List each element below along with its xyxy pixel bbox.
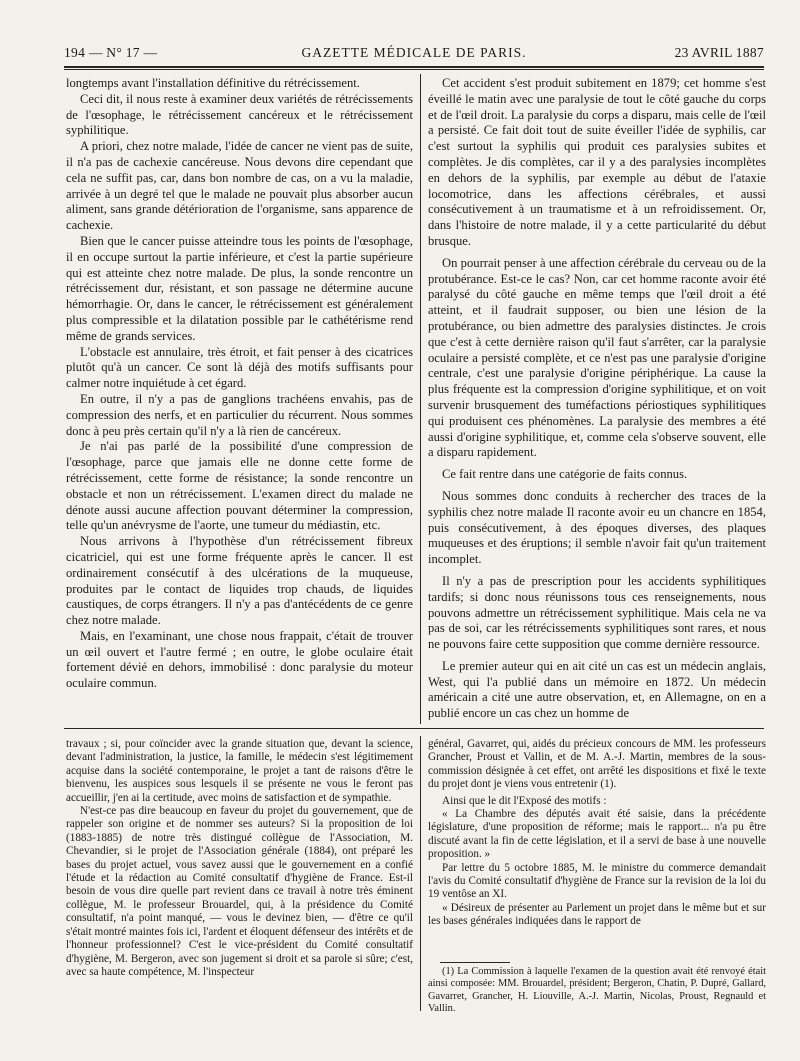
paragraph: Nous sommes donc conduits à rechercher des traces de la syphilis chez notre malade Il raconte avoir eu un chancre en 1854, puis consécutivement, à des époques diverses, des plaques muqueuses et des éruptions; il semble n'avoir fait qu'un traitement incomplet. xyxy=(428,488,766,567)
paragraph: Il n'y a pas de prescription pour les accidents syphilitiques tardifs; si donc nous réunissons tous ces renseignements, nous pouvons admettre un rétrécissement syphilitique. Mais cela ne va pas de soi, car les rétrécissements syphilitiques sont rares, et nous ne pouvons faire cette supposition que comme dernière ressource. xyxy=(428,573,766,652)
paragraph: Bien que le cancer puisse atteindre tous les points de l'œsophage, il en occupe surtout la partie inférieure, et c'est la partie supérieure qui est atteinte chez notre malade. De plus, la sonde rencontre un rétrécissement dur, résistant, et son passage ne détermine aucune hémorrhagie. Or, dans le cancer, le rétrécissement est généralement plus compressible et la dilatation possible par le cathétérisme rend même de grands services. xyxy=(66,233,413,343)
lower-right-column xyxy=(428,738,766,929)
paragraph: « La Chambre des députés avait été saisie, dans la précédente législature, d'une proposition de réforme; mais le rapport... n'a pu être discuté avant la fin de cette législation, et il a servi de base à une nouvelle proposition. » xyxy=(428,808,766,861)
paragraph: Mais, en l'examinant, une chose nous frappait, c'était de trouver un œil ouvert et l'autre fermé ; en outre, le globe oculaire était fortement dévié en dehors, immobilisé : donc paralysie du moteur oculaire commun. xyxy=(66,628,413,691)
paragraph: général, Gavarret, qui, aidés du précieux concours de MM. les professeurs Grancher, Proust et Vallin, et de M. A.-J. Martin, membres de la sous-commission désignée à cet effet, ont arrêté les dispositions et fixé le texte du projet dont je viens vous entretenir (1). xyxy=(428,738,766,791)
paragraph: Ce fait rentre dans une catégorie de faits connus. xyxy=(442,467,688,482)
paragraph: « Désireux de présenter au Parlement un projet dans le même but et sur les bases générales indiquées dans le rapport de xyxy=(428,901,766,928)
paragraph: A priori, chez notre malade, l'idée de cancer ne vient pas de suite, il n'a pas de cachexie cancéreuse. Nous devons dire cependant que cela ne suffit pas, car, dans bon nombre de cas, on a vu la maladie, arrivée à un degré tel que le malade ne pouvait plus absorber aucun aliment, sans grande détérioration de l'organisme, sans apparence de cachexie. xyxy=(66,139,413,233)
column-divider-upper xyxy=(420,74,421,724)
issue-date: 23 AVRIL 1887 xyxy=(674,45,764,60)
journal-title: GAZETTE MÉDICALE DE PARIS. xyxy=(301,45,527,60)
paragraph: Le premier auteur qui en ait cité un cas est un médecin anglais, West, qui l'a publié dans un mémoire en 1872. Un médecin américain a cité une autre observation, et, en Allemagne, on en a publié encore un cas chez un homme de xyxy=(428,658,766,721)
page-header xyxy=(64,45,764,67)
footnote xyxy=(428,966,766,1016)
paragraph: En outre, il n'y a pas de ganglions trachéens envahis, pas de compression des nerfs, et en particulier du récurrent. Nous sommes donc à peu près certain qu'il n'y a là rien de cancéreux. xyxy=(66,391,413,438)
header-rule-thin xyxy=(64,69,764,70)
header-rule xyxy=(64,66,764,68)
paragraph: Nous arrivons à l'hypothèse d'un rétrécissement fibreux cicatriciel, qui est une forme fréquente après le cancer. Il est ordinairement consécutif à des ulcérations de la muqueuse, produites par le contact de liquides trop chauds, de liquides caustiques, de corps étrangers. Il n'y a pas d'antécédents de ce genre chez notre malade. xyxy=(66,534,413,628)
paragraph: Par lettre du 5 octobre 1885, M. le ministre du commerce demandait l'avis du Comité consultatif d'hygiène de France sur la revision de la loi du 19 ventôse an XI. xyxy=(428,861,766,901)
paragraph: Cet accident s'est produit subitement en 1879; cet homme s'est éveillé le matin avec une paralysie de tout le côté gauche du corps et de l'œil droit. La paralysie du corps a disparu, mais celle de l'œil a persisté. Ce fait doit tout de suite éveiller l'idée de syphilis, car c'est surtout la syphilis qui produit ces paralysies subites et complètes. Je dis complètes, car il y a des paralysies incomplètes en dehors de la syphilis, par exemple au début de l'ataxie locomotrice, dans les affections cérébrales, et aussi consécutivement à un traumatisme et à un refroidissement. Or, dans l'histoire de notre malade, il y a cette particularité du début brusque. xyxy=(428,76,766,248)
footnote-text: (1) La Commission à laquelle l'examen de la question avait été renvoyé était ainsi composée: MM. Brouardel, président; Bergeron, Chatin, P. Dupré, Gallard, Gavarret, Grancher, H. Liouville, A.-J. Martin, Nicolas, Proust, Regnauld et Vallin. xyxy=(428,966,766,1015)
paragraph: N'est-ce pas dire beaucoup en faveur du projet du gouvernement, que de rappeler son origine et de nommer ses auteurs? Si la proposition de loi (1883-1885) de notre très distingué collègue de l'Association, M. Chevandier, si le projet de l'Association générale (1884), ont préparé les bases du projet actuel, vous savez aussi que le gouvernement en a confié l'étude et la rédaction au Comité consultatif d'hygiène de France. Est-il besoin de vous dire quelle part revient dans ce travail à notre très éminent collègue, M. le professeur Brouardel, qui, à la présidence du Comité consultatif, n'a point manqué, — vous le devinez bien, — d'être ce qu'il s'était montré maintes fois ici, l'ardent et éloquent défenseur des intérêts et de l'honneur professionnel? C'est le vice-président du Comité consultatif d'hygiène, M. Bergeron, avec son jugement si droit et sa parole si sûre; c'est, avec sa haute compétence, M. l'inspecteur xyxy=(66,805,413,978)
paragraph: travaux ; si, pour coïncider avec la grande situation que, devant la science, devant l'administration, la justice, la famille, le médecin s'est légitimement acquise dans la société contemporaine, le projet a tant de raisons d'être le bienvenu, les auspices sous lesquels il se présente ne vous le feront pas accueillir, j'en ai la certitude, avec moins de satisfaction et de sympathie. xyxy=(66,738,413,804)
paragraph: Ainsi que le dit l'Exposé des motifs : xyxy=(442,794,607,807)
paragraph: L'obstacle est annulaire, très étroit, et fait penser à des cicatrices plutôt qu'à un cancer. Ce sont là déjà des motifs suffisants pour calmer notre inquiétude à cet égard. xyxy=(66,344,413,391)
footnote-rule xyxy=(440,962,510,963)
paragraph: longtemps avant l'installation définitive du rétrécissement. xyxy=(66,76,360,90)
paragraph: Je n'ai pas parlé de la possibilité d'une compression de l'œsophage, parce que jamais elle ne donne cette forme de rétrécissement, cette forme de résistance; la sonde rencontre un obstacle et non un rétrécissement. L'examen direct du malade ne dénote aussi aucune affection pouvant déterminer la compression, telle qu'un anévrysme de l'aorte, une tumeur du médiastin, etc. xyxy=(66,439,413,533)
upper-right-column xyxy=(428,76,766,722)
upper-left-column xyxy=(66,76,413,692)
column-divider-lower xyxy=(420,736,421,1011)
section-divider xyxy=(64,728,764,729)
page-number: 194 — N° 17 — xyxy=(64,45,158,60)
paragraph: On pourrait penser à une affection cérébrale du cerveau ou de la protubérance. Est-ce le cas? Non, car cet homme raconte avoir été paralysé du côté gauche en même temps que l'œil droit a été atteint, et il faudrait supposer, ou bien une lésion de la protubérance, ou bien admettre des paralysies distinctes. Je crois que c'est à cette dernière raison qu'il faut s'arrêter, car la paralysie oculaire a persisté complète, et ce n'est pas une paralysie d'origine centrale, c'est une paralysie d'origine périphérique. La cause la plus fréquente est la compression d'origine syphilitique, et on voit survenir brusquement des tuméfactions périostiques syphilitiques qui produisent ces phénomènes. La paralysie des membres a été aussi d'origine syphilitique, et, comme cela s'observe souvent, elle a disparu rapidement. xyxy=(428,255,766,460)
lower-left-column xyxy=(66,738,413,979)
paragraph: Ceci dit, il nous reste à examiner deux variétés de rétrécissements de l'œsophage, le rétrécissement cancéreux et le rétrécissement syphilitique. xyxy=(66,91,413,138)
